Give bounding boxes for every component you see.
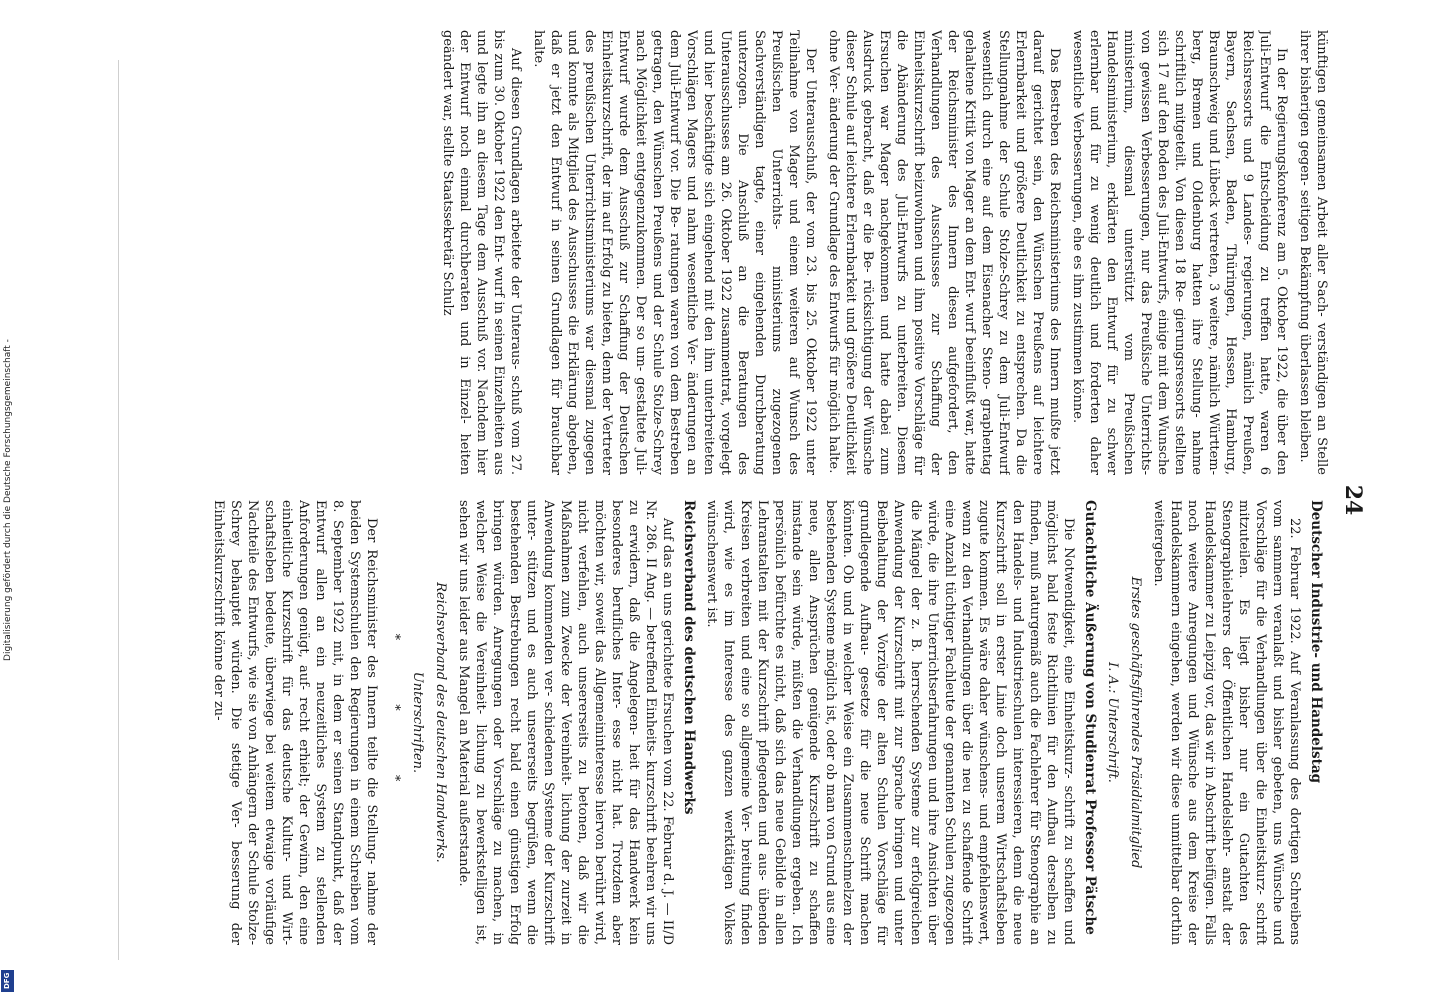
signature-line: Unterschriften. <box>410 671 425 774</box>
credit-text: Digitalisierung gefördert durch die Deutsche Forschungsgemeinschaft - <box>3 339 13 661</box>
paragraph: künftigen gemeinsamen Arbeit aller Sach- verständigen an Stelle ihrer bisherigen gegen- seitigen Bekämpfung überlassen bleiben. <box>1297 30 1329 475</box>
page-fold-line <box>118 60 119 960</box>
signature-line: Reichsverband des deutschen Handwerks. <box>433 582 448 863</box>
paragraph: 22. Februar 1922. Auf Veranlassung des dortigen Schreibens vom sammern veranlaßt und bisher gebeten, uns Wünsche und Vorschläge für die Verhandlungen über die Einheitskurz- schrift mitzuteilen. Es liegt bisher nur ein Gutachten des Stenographielehrers der Öffentlichen Handelslehr- anstalt der Handelskammer zu Leipzig vor, das wir in Abschrift beifügen. Falls noch weitere Anregungen und Wünsche aus dem Kreise der Handelskammern eingehen, werden wir diese unmittelbar dorthin weitergeben. <box>1151 500 1302 945</box>
signature-line: I. A.: Unterschrift. <box>1105 662 1120 783</box>
signature-line: Erstes geschäftsführendes Präsidialmitglied <box>1128 576 1143 869</box>
dfg-logo: DFG <box>1 970 14 992</box>
paragraph: Die Notwendigkeit, eine Einheitskurz- schrift zu schaffen und möglichst bald feste Richtlinien für den Aufbau derselben zu finden, muß naturgemäß auch die Fachlehrer für Stenographie an den Handels- und Industrieschulen interessieren, denn die neue Kurzschrift soll in erster Linie doch unserem Wirtschaftsleben zugute kommen. Es wäre daher wünschens- und empfehlenswert, wenn zu den Verhandlungen über die neu zu schaffende Schrift eine Anzahl tüchtiger Fachleute der genannten Schulen zugezogen würde, die ihre Unterrichtserfahrungen und ihre Ansichten über die Mängel der z. B. herrschenden Systeme zur erfolgreichen Anwendung der Kurzschrift mit zur Sprache bringen und unter Beibehaltung der Vorzüge der alten Schulen Vorschläge für grundlegende Aufbau- gesetze für die neue Schrift machen könnten. Ob und in welcher Weise ein Zusammenschmelzen der bestehenden Systeme möglich ist, oder ob man von Grund aus eine neue, allen Ansprüchen genügende Kurzschrift zu schaffen imstande sein würde, müßten die Verhandlungen ergeben. Ich persönlich befürchte es nicht, daß sich das neue Gebilde in allen Lehranstalten mit der Kurzschrift pflegenden und aus- übenden Kreisen verbreiten und eine so allgemeine Ver- breitung finden wird, wie es im Interesse des ganzen werktätigen Volkes wünschenswert ist. <box>704 500 1076 945</box>
text-column-right <box>210 500 1330 945</box>
section-heading: Reichsverband des deutschen Handwerks <box>681 500 697 815</box>
section-heading: Gutachtliche Äußerung von Studienrat Professor Pätsche <box>1082 500 1098 935</box>
section-divider-stars: * * * <box>387 633 402 812</box>
page-number: 24 <box>1340 484 1366 516</box>
paragraph: Das Bestreben des Reichsministeriums des Innern mußte jetzt darauf gerichtet sein, den Wünschen Preußens auf leichtere Erlernbarkeit und größere Deutlichkeit zu entsprechen. Da die Stellungnahme der Schule Stolze-Schrey zu dem Juli-Entwurf wesentlich durch eine auf dem Eisenacher Steno- graphentag gehaltene Kritik von Mager an dem Ent- wurf beeinflußt war, hatte der Reichsminister des Innern diesen aufgefordert, den Verhandlungen des Ausschusses zur Schaffung der Einheitskurzschrift beizuwohnen und ihm positive Vorschläge für die Abänderung des Juli-Entwurfs zu unterbreiten. Diesem Ersuchen war Mager nachgekommen und hatte dabei zum Ausdruck gebracht, daß er die Be- rücksichtigung der Wünsche dieser Schule auf leichtere Erlernbarkeit und größere Deutlichkeit ohne Ver- änderung der Grundlage des Entwurfs für möglich halte. <box>826 30 1062 475</box>
paragraph: Auf das an uns gerichtete Ersuchen vom 22. Februar d. J. — II/D Nr. 286. II Ang. — betreffend Einheits- kurzschrift beehren wir uns zu erwidern, daß die Angelegen- heit für das Handwerk kein besonderes berufliches Inter- esse nicht hat. Trotzdem aber möchten wir, soweit das Allgemeininteresse hiervon berührt wird, nicht verfehlen, auch unsererseits zu betonen, daß wir die Maßnahmen zum Zwecke der Vereinheit- lichung der zurzeit in Anwendung kommenden ver- schiedenen Systeme der Kurzschrift unter- stützen und es auch unsererseits begrüßen, wenn die bestehenden Bestrebungen recht bald einen günstigen Erfolg bringen würden. Anregungen oder Vorschläge zu machen, in welcher Weise die Vereinheit- lichung zu bewerkstelligen ist, sehen wir uns leider aus Mangel an Material außerstande. <box>456 500 675 945</box>
paragraph: In der Regierungskonferenz am 5. Oktober 1922, die über den Juli-Entwurf die Entscheidung zu treffen hatte, waren 6 Reichsressorts und 9 Landes- regierungen, nämlich Preußen, Bayern, Sachsen, Baden, Thüringen, Hessen, Hamburg, Braunschweig und Lübeck vertreten, 3 weitere, nämlich Württem- berg, Bremen und Oldenburg hatten ihre Stellung- nahme schriftlich mitgeteilt. Von diesen 18 Re- gierungsressorts stellten sich 17 auf den Boden des Juli-Entwurfs, einige mit dem Wunsche von gewissen Verbesserungen, nur das Preußische Unterrichts- ministerium, diesmal unterstützt vom Preußischen Handelsministerium, erklärten den Entwurf für zu schwer erlernbar und für zu wenig deutlich und forderten daher wesentliche Verbesserungen, ehe es ihm zustimmen könne. <box>1070 30 1289 475</box>
section-heading: Deutscher Industrie- und Handelstag <box>1308 500 1324 784</box>
digitization-credit <box>0 0 16 1000</box>
paragraph: Der Unterausschuß, der vom 23. bis 25. Oktober 1922 unter Teilnahme von Mager und einem weiteren auf Wunsch des Preußischen Unterrichts- ministeriums zugezogenen Sachverständigen tagte, einer eingehenden Durchberatung unterzogen. Die Anschluß an die Beratungen des Unterausschusses am 26. Oktober 1922 zusammentrat, vorgelegt und hier beschäftigte sich eingehend mit den ihm unterbreiteten Vorschlägen Magers und nahm wesentliche Ver- änderungen an dem Juli-Entwurf vor. Die Be- ratungen waren von dem Bestreben getragen, den Wünschen Preußens und der Schule Stolze-Schrey nach Möglichkeit entgegenzukommen. Der so um- gestaltete Juli-Entwurf wurde dem Ausschuß zur Schaffung der Deutschen Einheitskurzschrift, der im auf Erfolg zu bieten, denn der Vertreter des preußischen Unterrichtsministeriums war diesmal zugegen und konnte als Mitglied des Ausschusses die Erklärung abgeben, daß er jetzt den Entwurf in seinen Grundlagen für brauchbar halte. <box>531 30 818 475</box>
text-column-left <box>210 30 1330 475</box>
paragraph: Der Reichsminister des Innern teilte die Stellung- nahme der beiden Systemschulen den Regierungen in einem Schreiben vom 8. September 1922 mit, in dem er seinen Standpunkt, daß der Entwurf allen an ein neuzeitliches System zu stellenden Anforderungen genügt, auf- recht erhielt; der Gewinn, den eine einheitliche Kurzschrift für das deutsche Kultur- und Wirt- schaftsleben bedeute, überwiege bei weitem etwaige vorläufige Nachteile des Entwurfs, wie sie von Anhängern der Schule Stolze- Schrey behauptet würden. Die stetige Ver- besserung der Einheitskurzschrift könne der zu- <box>211 500 379 945</box>
scanned-page <box>210 20 1370 980</box>
paragraph: Auf diesen Grundlagen arbeitete der Unteraus- schuß vom 27. bis zum 30. Oktober 1922 den Ent- wurf in seinen Einzelheiten aus und legte ihn an diesem Tage dem Ausschuß vor. Nachdem hier der Entwurf noch einmal durchberaten und in Einzel- heiten geändert war, stellte Staatssekretär Schulz <box>440 30 523 475</box>
